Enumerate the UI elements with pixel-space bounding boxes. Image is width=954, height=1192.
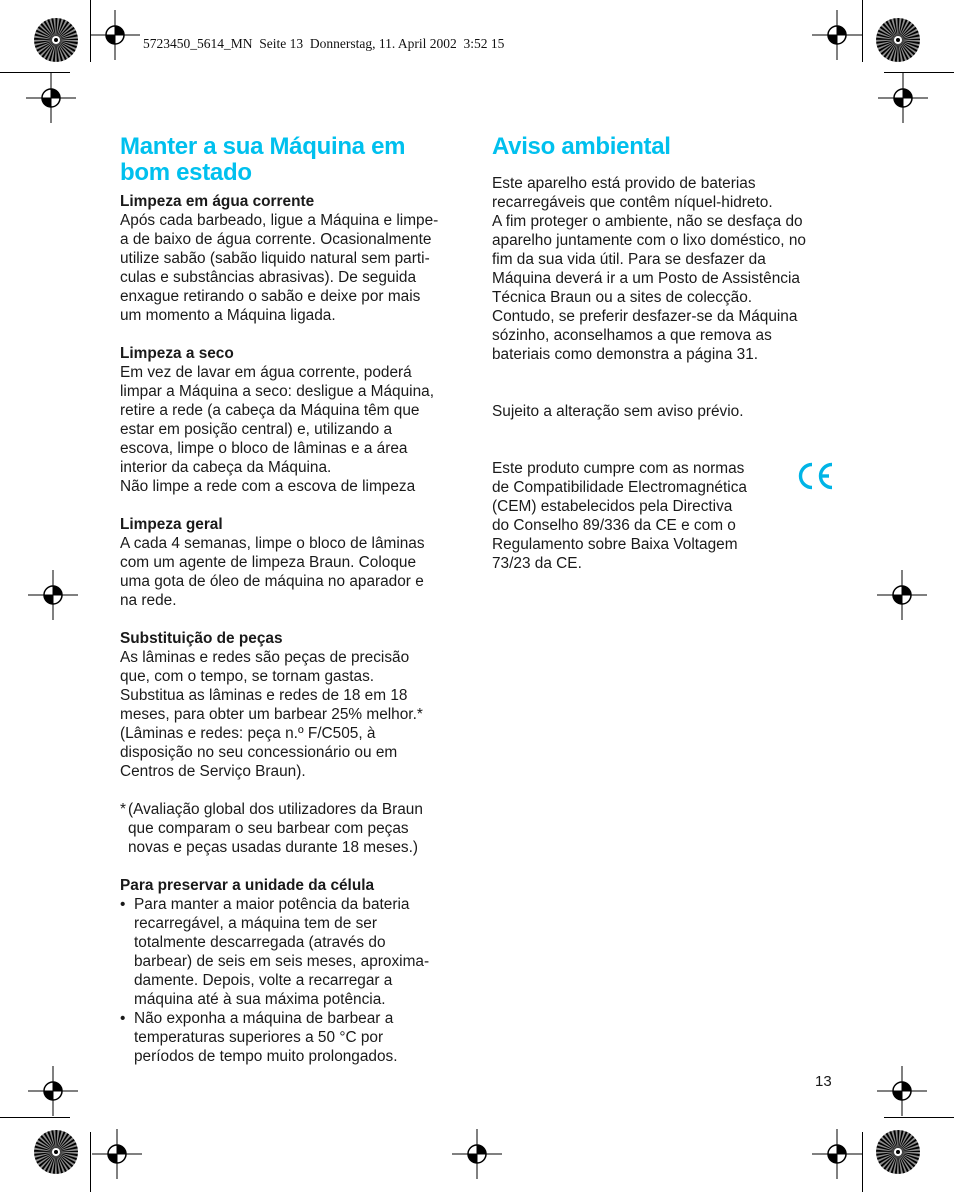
footnote-mark: * xyxy=(120,801,126,818)
crop-line xyxy=(0,1117,70,1118)
registration-crosshair-icon xyxy=(812,1129,862,1179)
section-text: As lâminas e redes são peças de precisão que, com o tempo, se tornam gastas. Substitua as lâminas e redes de 18 em 18 meses, para obter um barbear 25% melhor.* (Lâminas e redes: peça n.º F/C505, à disposição no seu concessionário ou em Centros de Serviço Braun). xyxy=(120,649,423,780)
registration-crosshair-icon xyxy=(26,73,76,123)
section-title: Limpeza a seco xyxy=(120,345,234,362)
registration-crosshair-icon xyxy=(877,570,927,620)
registration-crosshair-icon xyxy=(28,1066,78,1116)
list-item-text: Não exponha a máquina de barbear a temperaturas superiores a 50 °C por períodos de tempo muito prolongados. xyxy=(134,1010,398,1065)
registration-crosshair-icon xyxy=(28,570,78,620)
section-dry-cleaning xyxy=(120,344,466,496)
section-title: Limpeza geral xyxy=(120,516,223,533)
page-number: 13 xyxy=(815,1073,832,1090)
section-general-cleaning xyxy=(120,515,466,610)
list-item xyxy=(120,1009,466,1066)
change-notice: Sujeito a alteração sem aviso prévio. xyxy=(492,403,744,420)
footnote-text: (Avaliação global dos utilizadores da Braun que comparam o seu barbear com peças novas e peças usadas durante 18 meses.) xyxy=(128,801,423,856)
star-target-icon xyxy=(875,17,921,63)
list-item-text: Para manter a maior potência da bateria recarregável, a máquina tem de ser totalmente descarregada (através do barbear) de seis em seis meses, aproxima- damente. Depois, volte a recarregar a máquina até à sua máxima potência. xyxy=(134,896,430,1008)
registration-crosshair-icon xyxy=(812,10,862,60)
bullet-icon: • xyxy=(120,896,126,913)
section-title: Limpeza em água corrente xyxy=(120,193,315,210)
compliance-block xyxy=(492,459,837,573)
print-slug: 5723450_5614_MN Seite 13 Donnerstag, 11. April 2002 3:52 15 xyxy=(143,36,505,51)
environment-heading: Aviso ambiental xyxy=(492,133,671,160)
registration-crosshair-icon xyxy=(877,1066,927,1116)
star-target-icon xyxy=(33,1129,79,1175)
section-title: Substituição de peças xyxy=(120,630,283,647)
list-item xyxy=(120,895,466,1009)
ce-mark-icon xyxy=(795,461,835,491)
crop-line xyxy=(862,0,863,62)
crop-line xyxy=(0,72,70,73)
star-target-icon xyxy=(875,1129,921,1175)
registration-crosshair-icon xyxy=(90,10,140,60)
section-text: Após cada barbeado, ligue a Máquina e limpe- a de baixo de água corrente. Ocasionalmente utilize sabão (sabão liquido natural sem parti- culas e substâncias abrasivas). De seguida enxague retirando o sabão e deixe por mais um momento a Máquina ligada. xyxy=(120,212,439,324)
environment-column xyxy=(492,134,837,573)
maintenance-heading: Manter a sua Máquina em bom estado xyxy=(120,133,406,186)
battery-list xyxy=(120,895,466,1066)
star-target-icon xyxy=(33,17,79,63)
crop-line xyxy=(862,1132,863,1192)
registration-crosshair-icon xyxy=(878,73,928,123)
compliance-text: Este produto cumpre com as normas de Compatibilidade Electromagnética (CEM) estabelecidos pela Directiva do Conselho 89/336 da CE e com o Regulamento sobre Baixa Voltagem 73/23 da CE. xyxy=(492,460,747,572)
section-parts-replacement xyxy=(120,629,466,781)
bullet-icon: • xyxy=(120,1010,126,1027)
section-running-water xyxy=(120,192,466,325)
section-battery xyxy=(120,876,466,1066)
maintenance-column xyxy=(120,134,466,1085)
crop-line xyxy=(884,1117,954,1118)
section-text: Em vez de lavar em água corrente, poderá limpar a Máquina a seco: desligue a Máquina, retire a rede (a cabeça da Máquina têm que estar em posição central) e, utilizando a escova, limpe o bloco de lâminas e a área interior da cabeça da Máquina. Não limpe a rede com a escova de limpeza xyxy=(120,364,434,495)
crop-line xyxy=(90,0,91,62)
crop-line xyxy=(884,72,954,73)
footnote xyxy=(120,800,466,857)
crop-line xyxy=(90,1132,91,1192)
section-text: A cada 4 semanas, limpe o bloco de lâminas com um agente de limpeza Braun. Coloque uma gota de óleo de máquina no aparador e na rede. xyxy=(120,535,425,609)
registration-crosshair-icon xyxy=(452,1129,502,1179)
environment-text: Este aparelho está provido de baterias recarregáveis que contêm níquel-hidreto. A fim proteger o ambiente, não se desfaça do aparelho juntamente com o lixo doméstico, no fim da sua vida útil. Para se desfazer da Máquina deverá ir a um Posto de Assistência Técnica Braun ou a sites de colecção. Contudo, se preferir desfazer-se da Máquina sózinho, aconselhamos a que remova as bateriais como demonstra a página 31. xyxy=(492,175,806,363)
registration-crosshair-icon xyxy=(92,1129,142,1179)
section-title: Para preservar a unidade da célula xyxy=(120,877,375,894)
